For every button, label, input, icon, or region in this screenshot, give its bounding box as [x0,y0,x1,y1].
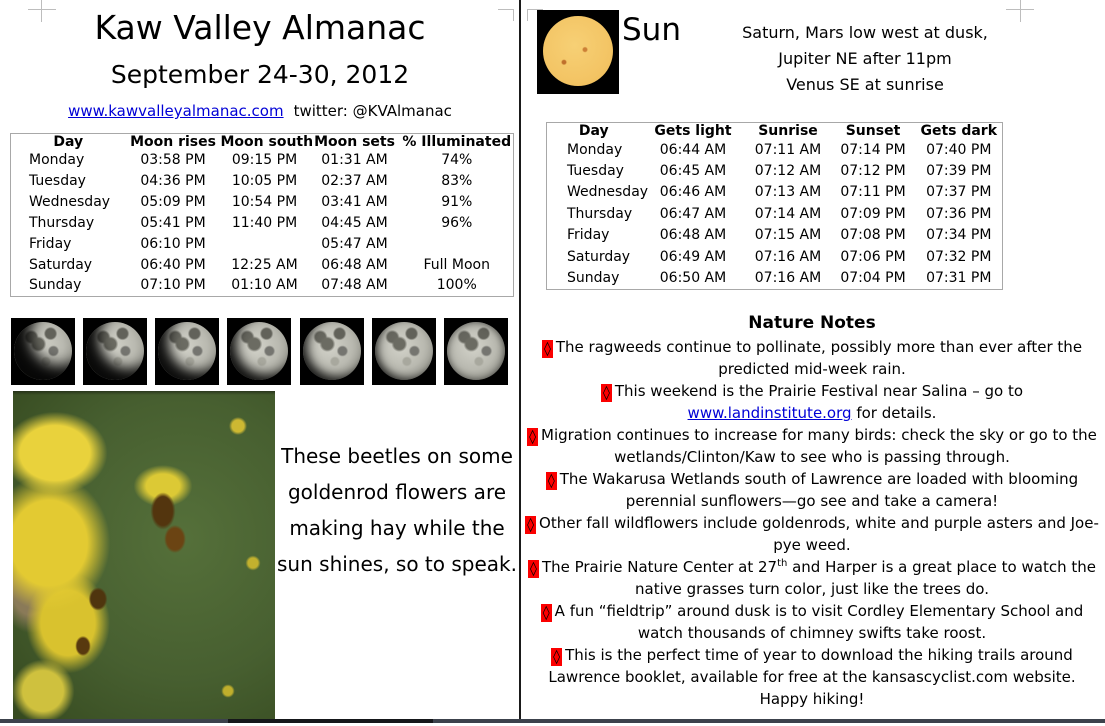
moon-cell-rises: 05:09 PM [140,194,206,211]
moon-cell-illuminated: 100% [436,277,477,294]
moon-cell-day: Tuesday [29,173,86,190]
sun-cell-gets-dark: 07:31 PM [926,270,992,287]
moon-table [10,133,514,297]
sun-cell-day: Tuesday [567,163,624,180]
moon-cell-sets: 01:31 AM [321,152,388,169]
sun-table-header-sunrise: Sunrise [758,123,818,139]
sun-table-row [547,182,1003,203]
note-text: This weekend is the Prairie Festival near Salina – go to [614,382,1024,400]
twitter-handle: twitter: @KVAlmanac [293,102,452,120]
beetle-goldenrod-photo [13,391,275,719]
sun-table-row [547,225,1003,246]
moon-table-header-row [11,134,514,151]
crop-mark-right-column-corner [527,9,528,21]
moon-disc [86,322,144,380]
sun-cell-sunset: 07:06 PM [840,248,906,265]
sun-cell-sunset: 07:11 PM [840,184,906,201]
planet-visibility-notes [660,20,1070,98]
note-text: Migration continues to increase for many birds: check the sky or go to the wetlands/Clinton/Kaw to see who is passing through. [541,426,1097,466]
note-text: This is the perfect time of year to download the hiking trails around Lawrence booklet, available for free at the kansascyclist.com website. Happy hiking! [548,646,1076,708]
red-diamond-bullet-icon: ◊ [529,429,536,445]
moon-cell-day: Sunday [29,277,82,294]
sun-cell-sunset: 07:08 PM [840,227,906,244]
moon-table-row [11,275,514,297]
sun-cell-gets-light: 06:49 AM [659,248,727,265]
note-text: and Harper is a great place to watch the native grasses turn color, just like the trees do. [635,558,1096,598]
moon-cell-south: 10:54 PM [231,194,298,211]
sun-table-header-row [547,123,1003,140]
moon-cell-sets: 02:37 AM [321,173,388,190]
moon-cell-day: Wednesday [29,194,111,211]
moon-cell-rises: 05:41 PM [140,214,206,231]
sun-cell-sunset: 07:04 PM [840,270,906,287]
moon-table-row [11,150,514,171]
nature-notes-section [523,311,1101,710]
sun-cell-gets-dark: 07:39 PM [926,163,992,180]
moon-photo-full-moon-6 [372,318,436,385]
bottom-rule [0,719,1105,723]
moon-photo-waxing-gibbous-1 [11,318,75,385]
sun-cell-sunrise: 07:13 AM [754,184,822,201]
sun-cell-sunset: 07:09 PM [840,205,906,222]
moon-cell-sets: 07:48 AM [321,277,388,294]
sun-table-row [547,203,1003,224]
sun-table-row [547,160,1003,181]
moon-disc [303,322,361,380]
landinstitute-link[interactable]: www.landinstitute.org [687,404,852,422]
note-text: A fun “fieldtrip” around dusk is to visit Cordley Elementary School and watch thousands of chimney swifts take roost. [554,602,1084,642]
note-text: Other fall wildflowers include goldenrods, white and purple asters and Joe-pye weed. [539,514,1099,554]
sun-cell-sunrise: 07:15 AM [754,227,822,244]
sun-cell-gets-light: 06:45 AM [659,163,727,180]
nature-note [523,644,1101,710]
moon-cell-south: 10:05 PM [231,173,298,190]
moon-table-row [11,254,514,275]
red-diamond-bullet-icon: ◊ [547,473,555,489]
sun-cell-day: Saturday [567,248,631,265]
sun-cell-gets-light: 06:44 AM [659,141,727,158]
sun-cell-day: Sunday [567,270,620,287]
nature-note [523,336,1101,380]
moon-cell-south: 01:10 AM [231,277,298,294]
moon-cell-rises: 04:36 PM [140,173,206,190]
moon-table-header-rises: Moon rises [130,134,216,150]
sun-table-header-gets-light: Gets light [654,123,732,139]
moon-photo-waxing-gibbous-5 [300,318,364,385]
moon-table-row [11,171,514,192]
sun-cell-gets-dark: 07:37 PM [926,184,992,201]
red-diamond-bullet-icon: ◊ [527,517,535,533]
moon-cell-sets: 03:41 AM [321,194,388,211]
sun-table [546,122,1003,290]
moon-cell-south [221,233,309,254]
sun-cell-day: Wednesday [567,184,649,201]
sun-cell-sunrise: 07:16 AM [754,270,822,287]
sun-cell-sunset: 07:12 PM [840,163,906,180]
sun-cell-gets-light: 06:48 AM [659,227,727,244]
moon-table-header-day: Day [53,134,84,150]
sun-cell-day: Friday [567,227,610,244]
nature-note [523,600,1101,644]
moon-photo-waxing-gibbous-4 [227,318,291,385]
sun-cell-sunrise: 07:14 AM [754,205,822,222]
nature-notes-title: Nature Notes [748,313,876,333]
moon-cell-illuminated: 91% [441,194,473,211]
sun-cell-gets-dark: 07:34 PM [926,227,992,244]
sun-table-row [547,139,1003,160]
moon-photo-waxing-gibbous-2 [83,318,147,385]
moon-phase-strip [11,318,508,386]
nature-note [523,424,1101,468]
crop-mark-top-right [1020,0,1021,22]
planet-note-jupiter: Jupiter NE after 11pm [778,49,952,68]
ordinal-superscript: th [777,558,788,569]
moon-cell-sets: 05:47 AM [321,235,388,252]
moon-cell-sets: 06:48 AM [321,256,388,273]
moon-cell-rises: 06:10 PM [140,235,206,252]
moon-photo-waxing-gibbous-3 [155,318,219,385]
moon-table-header-illuminated: % Illuminated [402,134,512,150]
sun-table-row [547,267,1003,289]
sun-cell-gets-light: 06:50 AM [659,270,727,287]
moon-cell-day: Friday [29,235,72,252]
website-link[interactable]: www.kawvalleyalmanac.com [68,102,284,120]
moon-table-row [11,233,514,254]
moon-table-row [11,212,514,233]
sun-cell-day: Thursday [567,205,633,222]
links-line [0,102,520,120]
bottom-rule-dark-segment [228,719,433,723]
sun-cell-sunset: 07:14 PM [840,141,906,158]
moon-cell-day: Saturday [29,256,93,273]
planet-note-venus: Venus SE at sunrise [786,75,944,94]
note-text: The ragweeds continue to pollinate, possibly more than ever after the predicted mid-week rain. [555,338,1083,378]
moon-cell-illuminated: 74% [441,152,473,169]
moon-disc [375,322,433,380]
sun-cell-sunrise: 07:12 AM [754,163,822,180]
red-diamond-bullet-icon: ◊ [530,561,537,577]
red-diamond-bullet-icon: ◊ [543,341,551,357]
sun-cell-gets-dark: 07:40 PM [926,141,992,158]
note-text: The Wakarusa Wetlands south of Lawrence are loaded with blooming perennial sunflowers—go see and take a camera! [559,470,1079,510]
sun-cell-gets-dark: 07:32 PM [926,248,992,265]
page-title: Kaw Valley Almanac [94,8,426,47]
sun-table-row [547,246,1003,267]
moon-cell-illuminated: 83% [441,173,473,190]
sun-table-header-gets-dark: Gets dark [920,123,998,139]
sun-cell-day: Monday [567,141,623,158]
photo-caption: These beetles on some goldenrod flowers are making hay while the sun shines, so to speak. [277,444,517,576]
moon-photo-full-moon-7 [444,318,508,385]
moon-cell-south: 11:40 PM [231,214,298,231]
note-text: The Prairie Nature Center at 27 [541,558,778,576]
red-diamond-bullet-icon: ◊ [553,649,561,665]
moon-disc [14,322,72,380]
sun-cell-sunrise: 07:11 AM [754,141,822,158]
nature-note [523,468,1101,512]
moon-cell-illuminated [401,233,514,254]
planet-note-saturn-mars: Saturn, Mars low west at dusk, [742,23,988,42]
moon-cell-rises: 06:40 PM [140,256,206,273]
moon-cell-day: Thursday [29,214,95,231]
sun-cell-gets-light: 06:46 AM [659,184,727,201]
moon-table-header-sets: Moon sets [314,134,395,150]
nature-note [523,512,1101,556]
sun-disc [543,16,613,86]
red-diamond-bullet-icon: ◊ [542,605,550,621]
moon-cell-south: 12:25 AM [231,256,298,273]
sun-cell-gets-light: 06:47 AM [659,205,727,222]
sun-table-header-sunset: Sunset [845,123,901,139]
sun-cell-sunrise: 07:16 AM [754,248,822,265]
sun-table-header-day: Day [578,123,609,139]
moon-cell-south: 09:15 PM [231,152,298,169]
date-range: September 24-30, 2012 [110,60,410,89]
moon-cell-sets: 04:45 AM [321,214,388,231]
sun-cell-gets-dark: 07:36 PM [926,205,992,222]
moon-disc [447,322,505,380]
moon-disc [230,322,288,380]
moon-table-row [11,192,514,213]
nature-note [523,556,1101,600]
moon-table-header-south: Moon south [220,134,314,150]
sun-label: Sun [622,12,681,48]
moon-cell-rises: 03:58 PM [140,152,206,169]
moon-cell-illuminated: 96% [441,214,473,231]
note-text: for details. [851,404,937,422]
moon-cell-illuminated: Full Moon [423,256,490,273]
red-diamond-bullet-icon: ◊ [602,385,610,401]
moon-cell-day: Monday [29,152,85,169]
nature-note [523,380,1101,424]
moon-disc [158,322,216,380]
moon-cell-rises: 07:10 PM [140,277,206,294]
sun-photo [537,10,619,94]
